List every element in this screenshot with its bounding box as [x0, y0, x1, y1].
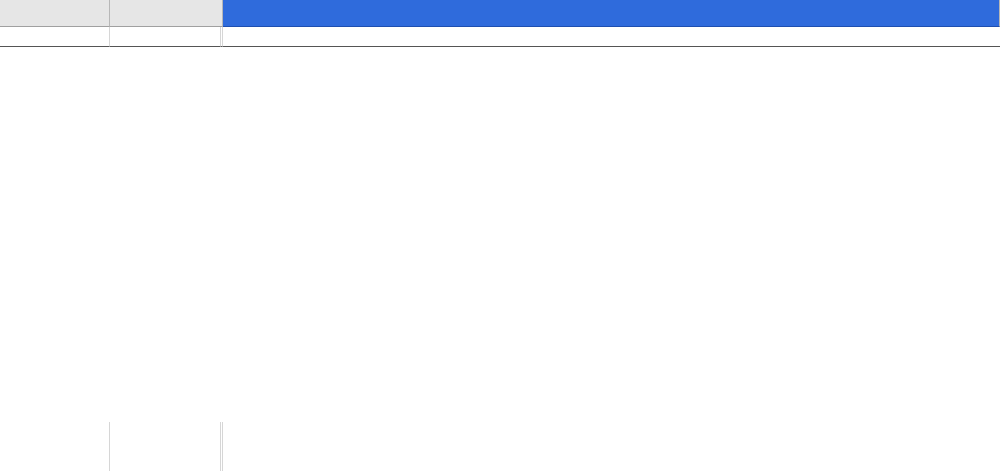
- empty-cell-b[interactable]: [110, 422, 221, 471]
- header-description[interactable]: [223, 27, 1000, 47]
- empty-cell-a[interactable]: [0, 422, 110, 471]
- column-header-d[interactable]: [223, 0, 1000, 27]
- column-header-c-label: [188, 0, 223, 27]
- empty-cell-c[interactable]: [221, 422, 223, 471]
- column-header-a[interactable]: [0, 0, 110, 27]
- header-date[interactable]: [0, 27, 110, 47]
- header-mileage[interactable]: [110, 27, 221, 47]
- header-row: [0, 27, 1000, 47]
